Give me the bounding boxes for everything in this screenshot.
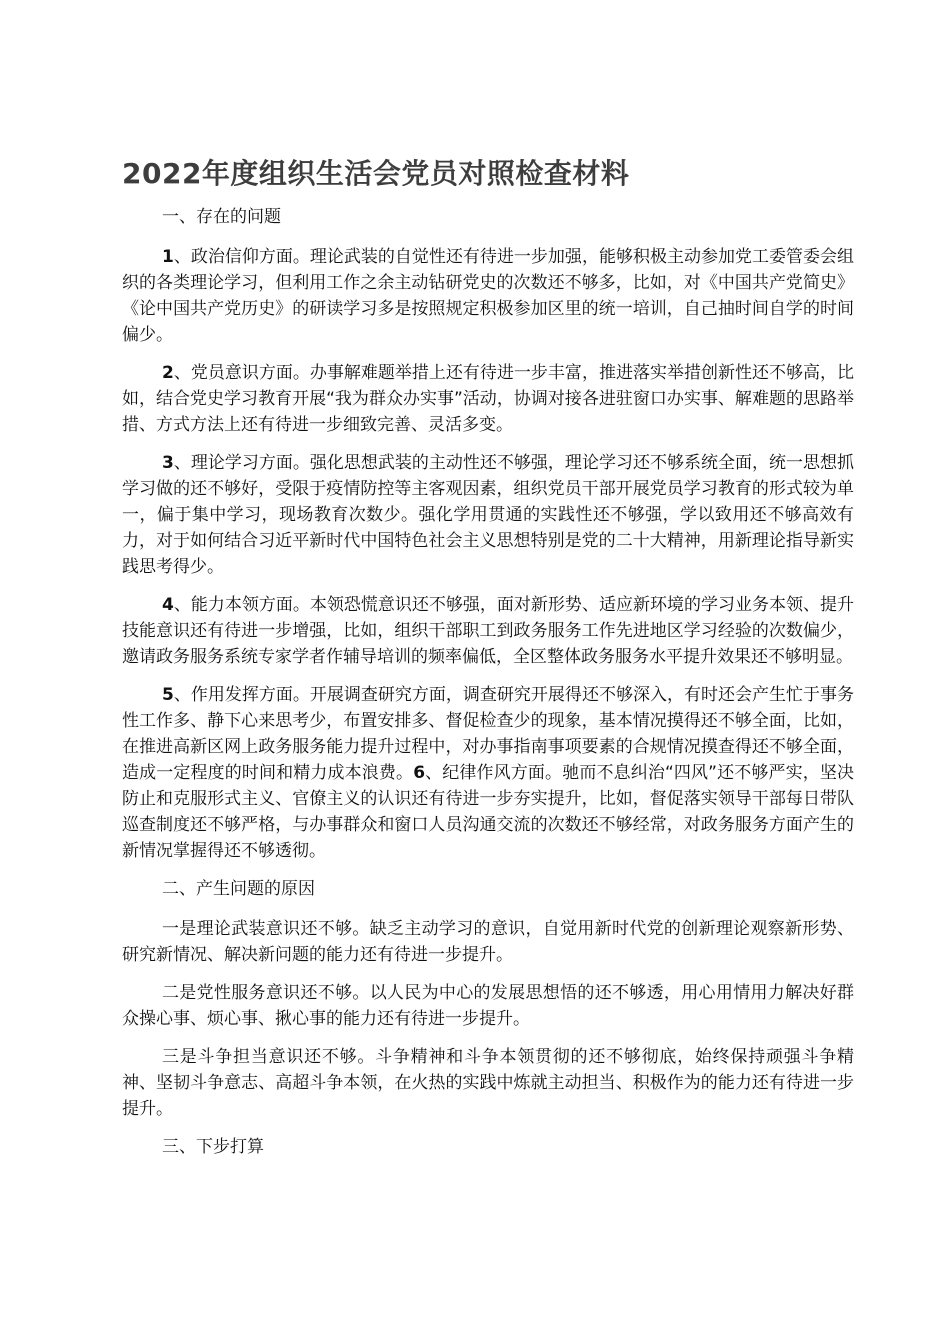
item-text: 、理论学习方面。强化思想武装的主动性还不够强，理论学习还不够系统全面，统一思想抓学习做的还不够好，受限于疫情防控等主客观因素，组织党员干部开展党员学习教育的形式较为单一，偏于集中学习，现场教育次数少。强化学用贯通的实践性还不够强，学以致用还不够高效有力，对于如何结合习近平新时代中国特色社会主义思想特别是党的二十大精神，用新理论指导新实践思考得少。 — [122, 453, 854, 577]
item-text-6: 、纪律作风方面。驰而不息纠治“四风”还不够严实，坚决防止和克服形式主义、官僚主义的认识还有待进一步夯实提升，比如，督促落实领导干部每日带队巡查制度还不够严格，与办事群众和窗口人员沟通交流的次数还不够经常，对政务服务方面产生的新情况掌握得还不够透彻。 — [122, 763, 854, 861]
cause-item-3: 三是斗争担当意识还不够。斗争精神和斗争本领贯彻的还不够彻底，始终保持顽强斗争精神、坚韧斗争意志、高超斗争本领，在火热的实践中炼就主动担当、积极作为的能力还有待进一步提升。 — [122, 1047, 854, 1119]
problem-item-2 — [122, 360, 854, 438]
item-number: 4 — [162, 595, 174, 615]
section-heading-next-steps: 三、下步打算 — [162, 1137, 264, 1157]
problem-item-5 — [122, 682, 854, 864]
item-number: 2 — [162, 363, 174, 383]
problem-item-4 — [122, 592, 854, 670]
section-heading-problems: 一、存在的问题 — [162, 207, 281, 227]
problem-item-1 — [122, 244, 854, 348]
cause-item-2: 二是党性服务意识还不够。以人民为中心的发展思想悟的还不够透，用心用情用力解决好群众操心事、烦心事、揪心事的能力还有待进一步提升。 — [122, 983, 854, 1029]
document-title: 2022年度组织生活会党员对照检查材料 — [122, 157, 630, 190]
item-text: 、作用发挥方面。开展调查研究方面，调查研究开展得还不够深入，有时还会产生忙于事务性工作多、静下心来思考少，布置安排多、督促检查少的现象，基本情况摸得还不够全面，比如，在推进高新区网上政务服务能力提升过程中，对办事指南事项要素的合规情况摸查得还不够全面，造成一定程度的时间和精力成本浪费。 — [122, 685, 854, 783]
cause-item-1: 一是理论武装意识还不够。缺乏主动学习的意识，自觉用新时代党的创新理论观察新形势、研究新情况、解决新问题的能力还有待进一步提升。 — [122, 919, 854, 965]
item-text: 、能力本领方面。本领恐慌意识还不够强，面对新形势、适应新环境的学习业务本领、提升技能意识还有待进一步增强，比如，组织干部职工到政务服务工作先进地区学习经验的次数偏少，邀请政务服务系统专家学者作辅导培训的频率偏低，全区整体政务服务水平提升效果还不够明显。 — [122, 595, 854, 667]
section-heading-causes: 二、产生问题的原因 — [162, 879, 315, 899]
item-number-6: 6 — [413, 763, 426, 783]
document-body — [122, 204, 854, 1174]
problem-item-3 — [122, 450, 854, 580]
item-number: 1 — [162, 247, 174, 267]
item-number: 5 — [162, 685, 174, 705]
item-text: 、政治信仰方面。理论武装的自觉性还有待进一步加强，能够积极主动参加党工委管委会组织的各类理论学习，但利用工作之余主动钻研党史的次数还不够多，比如，对《中国共产党简史》《论中国共产党历史》的研读学习多是按照规定积极参加区里的统一培训，自己抽时间自学的时间偏少。 — [122, 247, 854, 345]
item-number: 3 — [162, 453, 174, 473]
item-text: 、党员意识方面。办事解难题举措上还有待进一步丰富，推进落实举措创新性还不够高，比如，结合党史学习教育开展“我为群众办实事”活动，协调对接各进驻窗口办实事、解难题的思路举措、方式方法上还有待进一步细致完善、灵活多变。 — [122, 363, 854, 435]
